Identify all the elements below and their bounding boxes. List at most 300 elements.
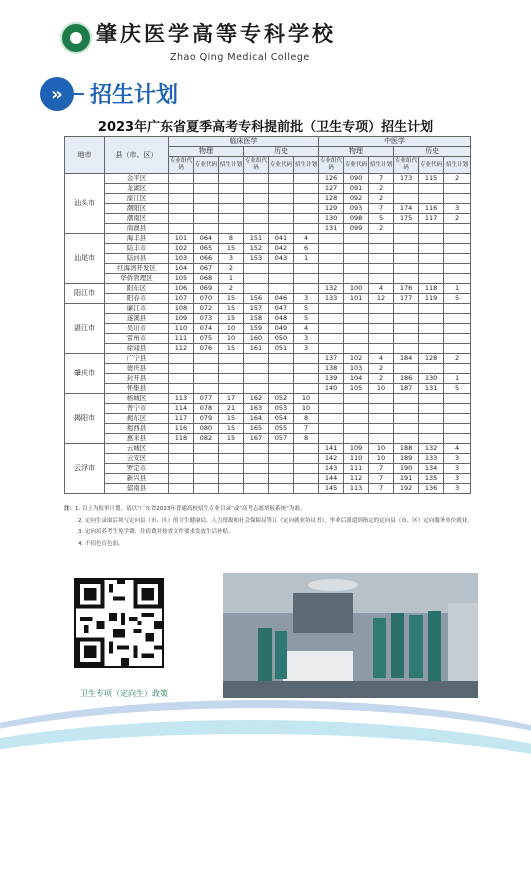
- value-cell: 5: [294, 304, 319, 314]
- value-cell: [344, 344, 369, 354]
- value-cell: 093: [344, 204, 369, 214]
- value-cell: [244, 204, 269, 214]
- value-cell: [194, 194, 219, 204]
- value-cell: [194, 184, 219, 194]
- value-cell: 054: [269, 414, 294, 424]
- value-cell: [219, 354, 244, 364]
- value-cell: 3: [444, 204, 471, 214]
- value-cell: [219, 444, 244, 454]
- value-cell: [169, 184, 194, 194]
- value-cell: 189: [394, 454, 419, 464]
- value-cell: 2: [219, 264, 244, 274]
- value-cell: 2: [369, 374, 394, 384]
- value-cell: 192: [394, 484, 419, 494]
- value-cell: [369, 314, 394, 324]
- county-cell: 雷州市: [105, 334, 169, 344]
- value-cell: 1: [444, 284, 471, 294]
- county-cell: 海丰县: [105, 234, 169, 244]
- value-cell: [394, 244, 419, 254]
- value-cell: [219, 204, 244, 214]
- value-cell: 3: [294, 344, 319, 354]
- note-3: 3. 定向培养考生免学费、住宿费并按省文件要求发放生活补贴。: [78, 529, 234, 536]
- table-row: [65, 194, 471, 204]
- value-cell: 130: [419, 374, 444, 384]
- value-cell: [194, 204, 219, 214]
- value-cell: [394, 274, 419, 284]
- value-cell: 15: [219, 434, 244, 444]
- value-cell: 6: [294, 244, 319, 254]
- value-cell: 050: [269, 334, 294, 344]
- value-cell: 10: [294, 394, 319, 404]
- value-cell: 126: [319, 174, 344, 184]
- value-cell: [419, 434, 444, 444]
- value-cell: 157: [244, 304, 269, 314]
- value-cell: 073: [194, 314, 219, 324]
- value-cell: [294, 184, 319, 194]
- value-cell: [444, 424, 471, 434]
- table-row: [65, 474, 471, 484]
- value-cell: [394, 304, 419, 314]
- value-cell: 152: [244, 244, 269, 254]
- county-cell: 罗定市: [105, 464, 169, 474]
- value-cell: [394, 334, 419, 344]
- value-cell: [394, 344, 419, 354]
- table-row: [65, 204, 471, 214]
- table-row: [65, 464, 471, 474]
- value-cell: 177: [394, 294, 419, 304]
- table-row: [65, 434, 471, 444]
- table-row: [65, 254, 471, 264]
- county-cell: 云城区: [105, 444, 169, 454]
- col-major-code: 专业代码: [269, 157, 294, 174]
- value-cell: [244, 284, 269, 294]
- value-cell: [294, 284, 319, 294]
- value-cell: 103: [344, 364, 369, 374]
- value-cell: [319, 394, 344, 404]
- value-cell: 159: [244, 324, 269, 334]
- value-cell: [444, 404, 471, 414]
- table-row: [65, 264, 471, 274]
- value-cell: 047: [269, 304, 294, 314]
- value-cell: 21: [219, 404, 244, 414]
- value-cell: 116: [419, 204, 444, 214]
- value-cell: 046: [269, 294, 294, 304]
- table-row: [65, 304, 471, 314]
- value-cell: 113: [169, 394, 194, 404]
- table-row: [65, 424, 471, 434]
- value-cell: [419, 414, 444, 424]
- value-cell: [294, 274, 319, 284]
- value-cell: [294, 214, 319, 224]
- value-cell: 053: [269, 404, 294, 414]
- enrollment-table-wrap: [64, 136, 470, 494]
- value-cell: 161: [244, 344, 269, 354]
- value-cell: 064: [194, 234, 219, 244]
- value-cell: [269, 174, 294, 184]
- section-title: 招生计划: [90, 83, 179, 108]
- value-cell: [319, 434, 344, 444]
- value-cell: 10: [369, 444, 394, 454]
- table-row: [65, 454, 471, 464]
- value-cell: [269, 204, 294, 214]
- value-cell: [269, 464, 294, 474]
- value-cell: [369, 254, 394, 264]
- value-cell: 111: [344, 464, 369, 474]
- value-cell: 7: [369, 174, 394, 184]
- value-cell: [294, 384, 319, 394]
- county-cell: 吴川市: [105, 324, 169, 334]
- value-cell: 101: [344, 294, 369, 304]
- value-cell: 131: [419, 384, 444, 394]
- value-cell: 118: [419, 284, 444, 294]
- value-cell: 078: [194, 404, 219, 414]
- value-cell: 160: [244, 334, 269, 344]
- value-cell: 076: [194, 344, 219, 354]
- value-cell: [369, 274, 394, 284]
- value-cell: [419, 194, 444, 204]
- value-cell: 158: [244, 314, 269, 324]
- value-cell: [344, 264, 369, 274]
- table-row: [65, 364, 471, 374]
- value-cell: 115: [419, 174, 444, 184]
- qr-code-icon[interactable]: [74, 578, 164, 668]
- value-cell: 15: [219, 294, 244, 304]
- value-cell: [344, 254, 369, 264]
- note-1: 注：1. 以上为报审计划，请以“广东省2023年普通高校招生专业目录”或“高考志愿填报系统”为准。: [64, 506, 306, 512]
- col-physics-a: 物理: [169, 147, 244, 157]
- value-cell: 4: [294, 324, 319, 334]
- value-cell: 143: [319, 464, 344, 474]
- training-room-photo: [223, 573, 478, 698]
- value-cell: [419, 304, 444, 314]
- city-cell: 汕头市: [65, 174, 105, 234]
- value-cell: [169, 364, 194, 374]
- value-cell: 116: [169, 424, 194, 434]
- school-name-cn: 肇庆医学高等专科学校: [96, 21, 336, 46]
- value-cell: 188: [394, 444, 419, 454]
- value-cell: 132: [419, 444, 444, 454]
- value-cell: [169, 174, 194, 184]
- value-cell: [344, 394, 369, 404]
- value-cell: [419, 254, 444, 264]
- value-cell: 066: [194, 254, 219, 264]
- value-cell: 052: [269, 394, 294, 404]
- value-cell: [419, 244, 444, 254]
- value-cell: [444, 414, 471, 424]
- value-cell: 190: [394, 464, 419, 474]
- city-cell: 湛江市: [65, 304, 105, 354]
- value-cell: 048: [269, 314, 294, 324]
- value-cell: 2: [444, 214, 471, 224]
- value-cell: [444, 224, 471, 234]
- value-cell: 107: [169, 294, 194, 304]
- value-cell: [394, 194, 419, 204]
- value-cell: [194, 484, 219, 494]
- value-cell: [369, 264, 394, 274]
- value-cell: [219, 474, 244, 484]
- value-cell: [369, 304, 394, 314]
- county-cell: 封开县: [105, 374, 169, 384]
- notes: [64, 505, 484, 551]
- table-row: [65, 234, 471, 244]
- value-cell: 153: [244, 254, 269, 264]
- value-cell: [444, 264, 471, 274]
- value-cell: 5: [444, 384, 471, 394]
- enrollment-table: [64, 136, 471, 494]
- value-cell: [294, 264, 319, 274]
- col-plan: 招生计划: [294, 157, 319, 174]
- table-row: [65, 414, 471, 424]
- value-cell: [419, 314, 444, 324]
- value-cell: 3: [219, 254, 244, 264]
- value-cell: [269, 194, 294, 204]
- value-cell: [319, 304, 344, 314]
- value-cell: [419, 424, 444, 434]
- value-cell: 118: [169, 434, 194, 444]
- value-cell: [244, 224, 269, 234]
- table-row: [65, 344, 471, 354]
- county-cell: 榕城区: [105, 394, 169, 404]
- value-cell: [244, 354, 269, 364]
- value-cell: 2: [444, 354, 471, 364]
- value-cell: 4: [444, 444, 471, 454]
- county-cell: 潮南区: [105, 214, 169, 224]
- value-cell: [319, 424, 344, 434]
- value-cell: 8: [219, 234, 244, 244]
- value-cell: 127: [319, 184, 344, 194]
- value-cell: 110: [169, 324, 194, 334]
- value-cell: 112: [169, 344, 194, 354]
- county-cell: 金平区: [105, 174, 169, 184]
- county-cell: 新兴县: [105, 474, 169, 484]
- value-cell: [319, 254, 344, 264]
- value-cell: [244, 274, 269, 284]
- county-cell: 廉江市: [105, 304, 169, 314]
- value-cell: 104: [169, 264, 194, 274]
- value-cell: 7: [369, 464, 394, 474]
- table-row: [65, 394, 471, 404]
- value-cell: 7: [369, 204, 394, 214]
- value-cell: [244, 194, 269, 204]
- value-cell: [219, 194, 244, 204]
- value-cell: 3: [294, 334, 319, 344]
- value-cell: 102: [344, 354, 369, 364]
- county-cell: 德庆县: [105, 364, 169, 374]
- value-cell: 110: [344, 454, 369, 464]
- value-cell: [419, 404, 444, 414]
- value-cell: 2: [369, 364, 394, 374]
- value-cell: 068: [194, 274, 219, 284]
- table-row: [65, 274, 471, 284]
- col-major-a: 临床医学: [169, 137, 319, 147]
- value-cell: [444, 254, 471, 264]
- value-cell: [244, 264, 269, 274]
- value-cell: [294, 474, 319, 484]
- value-cell: [219, 454, 244, 464]
- value-cell: 8: [294, 434, 319, 444]
- value-cell: [294, 464, 319, 474]
- value-cell: [319, 324, 344, 334]
- value-cell: [169, 464, 194, 474]
- decorative-swoosh: [0, 720, 531, 894]
- table-row: [65, 444, 471, 454]
- header: [0, 0, 531, 72]
- value-cell: [369, 344, 394, 354]
- value-cell: 167: [244, 434, 269, 444]
- value-cell: [394, 394, 419, 404]
- value-cell: [319, 314, 344, 324]
- value-cell: 133: [319, 294, 344, 304]
- county-cell: 徐闻县: [105, 344, 169, 354]
- value-cell: 186: [394, 374, 419, 384]
- col-code-group: 专业组代码: [169, 157, 194, 174]
- value-cell: [444, 304, 471, 314]
- value-cell: 1: [294, 254, 319, 264]
- value-cell: 3: [444, 484, 471, 494]
- value-cell: 105: [344, 384, 369, 394]
- county-cell: 普宁市: [105, 404, 169, 414]
- value-cell: 108: [169, 304, 194, 314]
- value-cell: [369, 394, 394, 404]
- value-cell: [169, 194, 194, 204]
- value-cell: 1: [219, 274, 244, 284]
- table-row: [65, 484, 471, 494]
- value-cell: 134: [419, 464, 444, 474]
- value-cell: [444, 394, 471, 404]
- county-cell: 阳春市: [105, 294, 169, 304]
- value-cell: 2: [369, 184, 394, 194]
- school-logo-icon: [60, 22, 92, 54]
- value-cell: [194, 464, 219, 474]
- value-cell: 130: [319, 214, 344, 224]
- value-cell: 156: [244, 294, 269, 304]
- value-cell: 141: [319, 444, 344, 454]
- value-cell: [394, 234, 419, 244]
- value-cell: 3: [444, 474, 471, 484]
- value-cell: [444, 344, 471, 354]
- value-cell: [369, 244, 394, 254]
- county-cell: 阳东区: [105, 284, 169, 294]
- county-cell: 龙湖区: [105, 184, 169, 194]
- value-cell: 117: [419, 214, 444, 224]
- table-row: [65, 324, 471, 334]
- value-cell: 042: [269, 244, 294, 254]
- value-cell: 043: [269, 254, 294, 264]
- county-cell: 揭东区: [105, 414, 169, 424]
- value-cell: 079: [194, 414, 219, 424]
- county-cell: 陆丰市: [105, 244, 169, 254]
- value-cell: 117: [169, 414, 194, 424]
- col-major-code: 专业代码: [419, 157, 444, 174]
- value-cell: [269, 484, 294, 494]
- value-cell: [394, 254, 419, 264]
- col-code-group: 专业组代码: [319, 157, 344, 174]
- notes-label: 注：: [64, 506, 76, 512]
- value-cell: 1: [444, 374, 471, 384]
- value-cell: [444, 434, 471, 444]
- value-cell: [194, 454, 219, 464]
- value-cell: 070: [194, 294, 219, 304]
- value-cell: 15: [219, 314, 244, 324]
- value-cell: 2: [219, 284, 244, 294]
- note-2: 2. 定向生录取后须与定向县（市、区）的卫生健康局、人力资源和社会保障局签订《定向就业协议书》，毕业后派遣到指定的定向县（市、区）定向服务单位就业。: [78, 517, 473, 524]
- value-cell: [419, 184, 444, 194]
- value-cell: 145: [319, 484, 344, 494]
- value-cell: [344, 414, 369, 424]
- table-row: [65, 384, 471, 394]
- value-cell: 176: [394, 284, 419, 294]
- value-cell: [269, 384, 294, 394]
- value-cell: [344, 274, 369, 284]
- value-cell: [169, 214, 194, 224]
- value-cell: [369, 434, 394, 444]
- value-cell: 106: [169, 284, 194, 294]
- value-cell: [344, 404, 369, 414]
- value-cell: 174: [394, 204, 419, 214]
- county-cell: 广宁县: [105, 354, 169, 364]
- value-cell: [269, 444, 294, 454]
- value-cell: [194, 224, 219, 234]
- table-row: [65, 314, 471, 324]
- value-cell: [244, 484, 269, 494]
- value-cell: 7: [369, 484, 394, 494]
- value-cell: [369, 234, 394, 244]
- table-row: [65, 184, 471, 194]
- value-cell: 105: [169, 274, 194, 284]
- county-cell: 潮阳区: [105, 204, 169, 214]
- value-cell: 2: [444, 174, 471, 184]
- value-cell: 111: [169, 334, 194, 344]
- value-cell: [419, 334, 444, 344]
- value-cell: [294, 364, 319, 374]
- value-cell: 133: [419, 454, 444, 464]
- value-cell: 10: [219, 334, 244, 344]
- value-cell: 8: [294, 414, 319, 424]
- col-major-code: 专业代码: [344, 157, 369, 174]
- value-cell: [444, 184, 471, 194]
- col-major-code: 专业代码: [194, 157, 219, 174]
- value-cell: 102: [169, 244, 194, 254]
- value-cell: 2: [369, 194, 394, 204]
- value-cell: 138: [319, 364, 344, 374]
- value-cell: 142: [319, 454, 344, 464]
- value-cell: [269, 214, 294, 224]
- value-cell: 164: [244, 414, 269, 424]
- value-cell: [394, 224, 419, 234]
- table-row: [65, 404, 471, 414]
- value-cell: 128: [419, 354, 444, 364]
- value-cell: 15: [219, 424, 244, 434]
- value-cell: 10: [369, 454, 394, 464]
- value-cell: [394, 314, 419, 324]
- value-cell: [194, 474, 219, 484]
- value-cell: [319, 274, 344, 284]
- value-cell: 136: [419, 484, 444, 494]
- value-cell: 5: [369, 214, 394, 224]
- county-cell: 惠来县: [105, 434, 169, 444]
- value-cell: [444, 274, 471, 284]
- value-cell: [394, 184, 419, 194]
- value-cell: [194, 354, 219, 364]
- value-cell: [194, 174, 219, 184]
- value-cell: [219, 464, 244, 474]
- table-row: [65, 174, 471, 184]
- value-cell: [369, 404, 394, 414]
- col-history-a: 历史: [244, 147, 319, 157]
- value-cell: [444, 314, 471, 324]
- col-plan: 招生计划: [219, 157, 244, 174]
- col-physics-b: 物理: [319, 147, 394, 157]
